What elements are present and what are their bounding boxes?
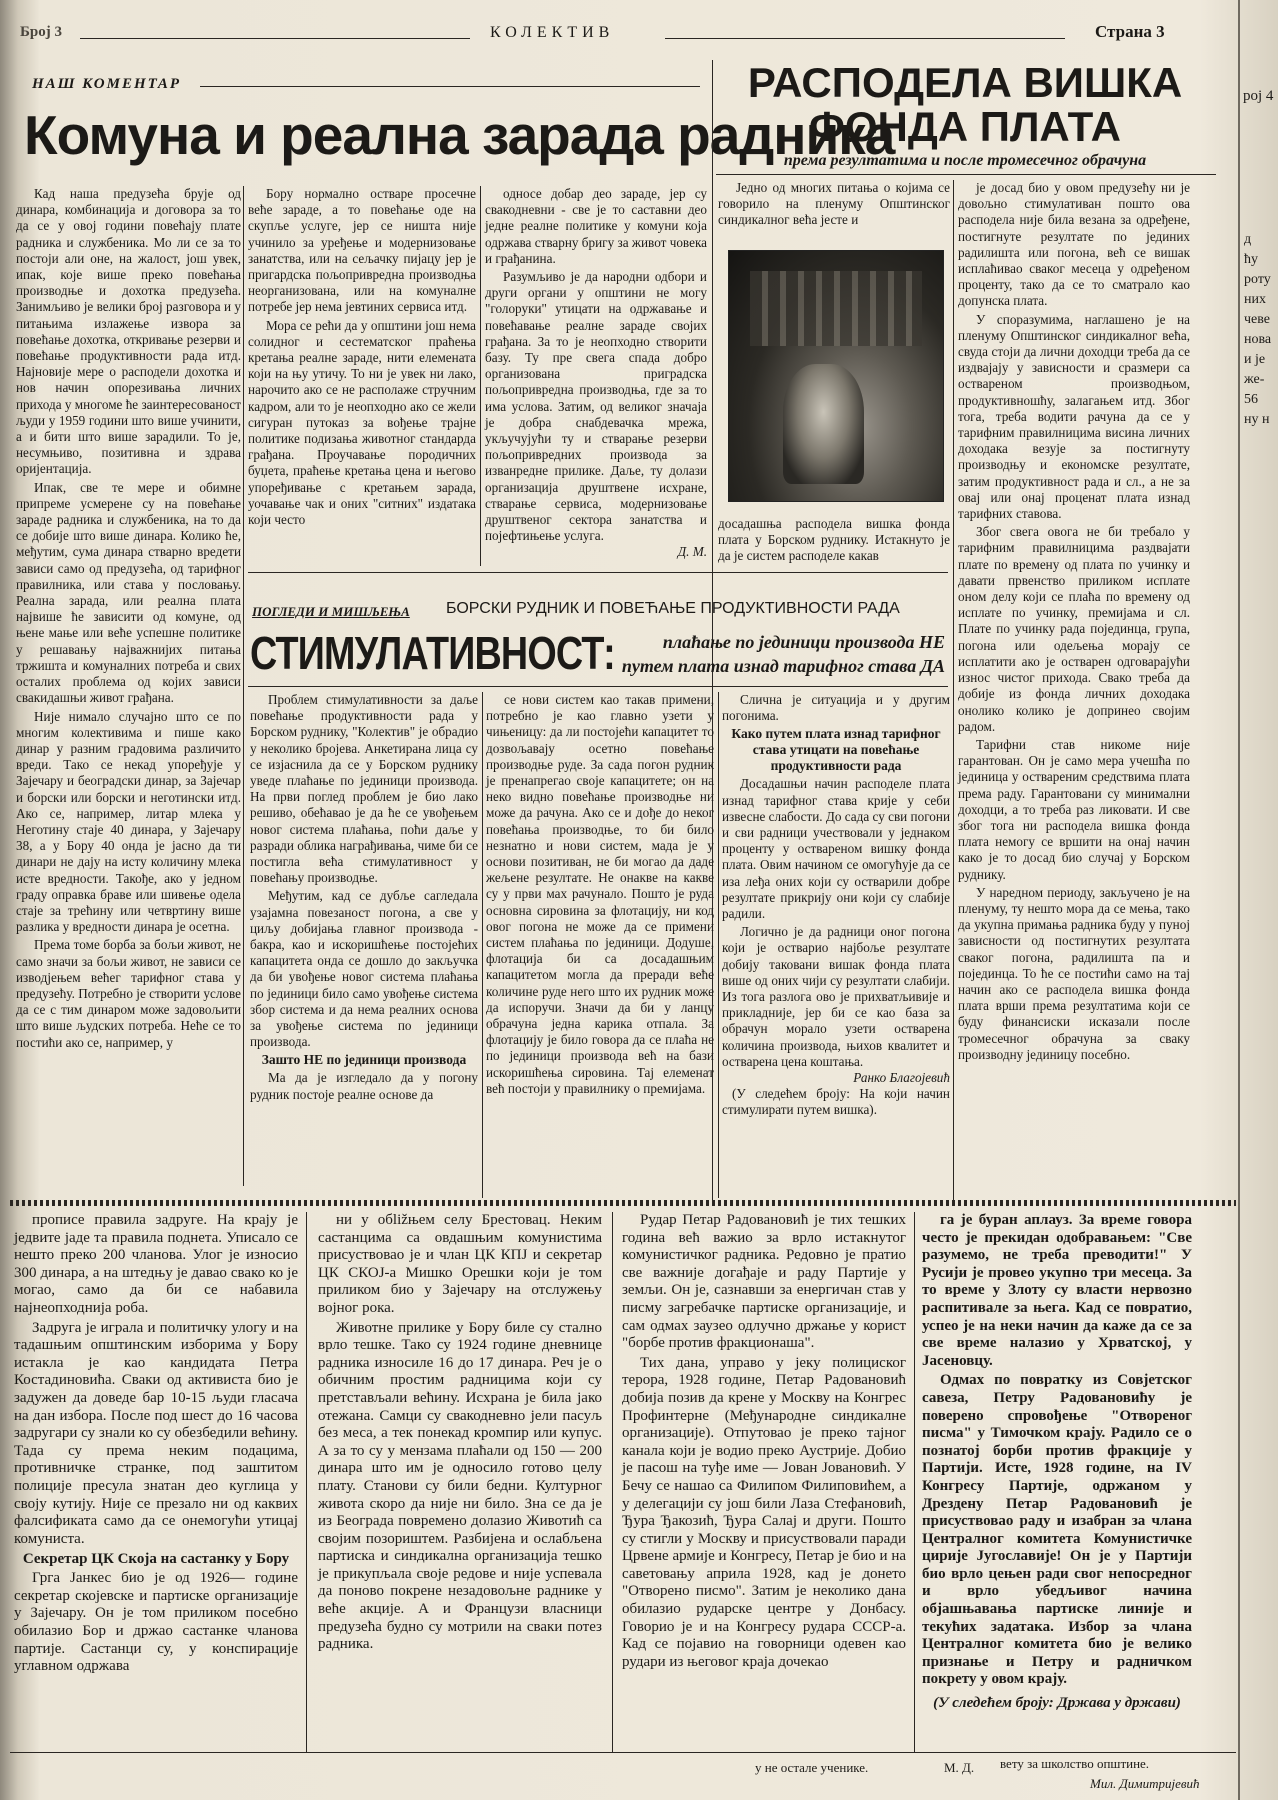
comment-paragraph: Ипак, све те мере и обимне припреме усмерене су на повећање зараде радника и службеника, на то да се добије што више динара. Колико ће, међутим, сума динара стварно вредети зависи само од предузећа, од тарифног правилника, или става у пословању. Реална зарада, или реална плата највише ће зависити од комуне, од њене мање или веће успешне политике у решавању најважнијих питања тржишта и комуналних потреба и свих осталих проблема од којих зависи свакидашњи живот грађана. <box>16 479 241 706</box>
distribution-title-line1: РАСПОДЕЛА ВИШКА <box>747 59 1183 106</box>
series-paragraph: Животне прилике у Бору биле су стално врло тешке. Тако су 1924 године дневнице радника износиле 16 до 17 динара. Реч је о обичним простим радницима који су претстављали већину. Исхрана је била јако отежана. Самци су свакодневно јели пасуљ без меса, а тек понекад кромпир или купус. А за то су у мензама плаћали од 150 — 200 динара што им је односило готово целу плату. Станови су били бедни. Културног живота скоро да није ни било. Зна се да је из Београда повремено долазио Животић са својим позориштем. Разбијена и ослабљена партиска и синдикална организација тешко је прикупљала своје редове и није успевала да поново покрене незадовољне раднике у веће акције. А и Французи власници предузећа будно су мотрили на сваки потез радника. <box>318 1319 602 1653</box>
stimulation-paragraph: Међутим, кад се дубље сагледала узајамна повезаност погона, а све у циљу добијања главног производа - бакра, као и искоришћење постојећих капацитета онда се дошло до закључка да би увођење новог система плаћања по јединици било само увођење система збор система и да нема реалних основа за увођење система по јединици производа. <box>250 888 478 1050</box>
series-next-issue: (У следећем броју: Држава у држави) <box>933 1695 1181 1712</box>
stimulation-paragraph: Логично је да радници оног погона који је остварио најбоље резултате добију таковани вишак фонда плата више од оних чији су резултати слабији. Из тога разлога ово је прихватљивије и прикладније, јер би се као база за обрачун морало узети остварена количина производа, њихов квалитет и остварена цена коштања. <box>722 924 950 1069</box>
right-edge-fragment: рој 4 <box>1243 88 1274 104</box>
distribution-subtitle: према резултатима и после тромесечног обрачуна <box>783 152 1147 169</box>
page-label: Страна 3 <box>1095 22 1165 41</box>
footer-fragment-author: Мил. Димитријевић <box>1090 1776 1200 1791</box>
series-paragraph: га је буран аплауз. За време говора често је прекидан одобравањем: "Све разумемо, не треба преводити!" У Русији је провео укупно три месеца. За то време у Злоту су власти нервозно распитивале за њега. Кад се повратио, успео је на неки начин да каже да се за све време налазио у Хрватској, у Јасеновцу. <box>922 1212 1192 1369</box>
comment-signature: Д. М. <box>677 544 707 560</box>
comment-column-2 <box>248 186 476 566</box>
distribution-title-rule <box>716 174 1216 175</box>
series-paragraph: Задруга је играла и политичку улогу и на тадашњим општинским изборима у Бору истакла је као кандидата Петра Костадиновића. Сваки од активиста био је задужен да доведе бар 10-15 људи гласача на дан избора. После под шест до 16 часова задругари су знали ко су обезбедили већину. Тада су према неким подацима, противничке странке, под заштитом полиције пресула знатан део куглица у своју кутију. Није се презало ни од каквих фалсификата само да се онемогући утицај комуниста. <box>14 1319 298 1547</box>
series-paragraph: прописе правила задруге. На крају је једвите јаде та правила поднета. Уписало се нешто преко 200 чланова. Улог је износио 300 динара, а на штедњу је давао свако ко је могао, само да би се набавила најнеопходнија роба. <box>14 1212 298 1316</box>
comment-column-1 <box>16 186 241 1186</box>
series-column-3 <box>622 1212 906 1752</box>
series-column-1 <box>14 1212 298 1752</box>
distribution-paragraph: је досад био у овом предузећу ни је довољно стимулативан пошто ова расподела није била везана за одређене, постигнуте резултате по јединих радилишта или погона, већ се вишак исплаћивао сваког месеца у одређеном проценту, тако да се то сматрало као допунска плата. <box>958 180 1190 309</box>
series-paragraph: Рудар Петар Радовановић је тих тешких година већ важио за врло истакнутог комунистичког радника. Редовно је пратио све важније догађаје и раду Партије у земљи. Он је, сазнавши за енергичан став у писму загребачке партиске организације, и сам одмах заузео одлучно држање у корист "борбе против фракционаша". <box>622 1212 906 1352</box>
section-divider <box>10 1200 1236 1206</box>
distribution-column-1-top <box>718 180 950 232</box>
stimulation-deck-line2: путем плата изнад тарифног става ДА <box>621 656 945 676</box>
series-paragraph: ни у обližњем селу Брестовац. Неким састанцима са овдашњим комунистима присуствовао је и члан ЦК КПЈ и секретар ЦК СКОЈ-а Мишко Орешки који је том приликом био у Зајечару на отслужењу војног рока. <box>318 1212 602 1316</box>
stimulation-title: СТИМУЛАТИВНОСТ: <box>250 627 615 679</box>
distribution-paragraph: Због свега овога не би требало у тарифним правилницима раздвајати плате по времену од плата по учинку и давати првенство приликом исплате оном делу који се плаћа по времену од исплате по учинку, премијама и сл. Плате по учинку рада појединца, група, погона или одељења морају се исплатити ако је остварен одговарајући износ чистог прихода. Свако треба да добије из фонда личних доходака онолико колико је допринео својим радом. <box>958 524 1190 734</box>
stimulation-column-1 <box>250 692 478 1198</box>
stimulation-title-rule <box>248 686 948 687</box>
comment-paragraph: Кад наша предузећа брује од динара, комбинација и договора за то да се у овој години повећају плате радника и службеника. Мо ли се за то постоји али оне, на жалост, још увек, ипак, које више преко повећања производње и дохотка предузећа. Занимљиво је велики број разговора и у питањима излажење извора за повећање дохотка, откривање резерви и повећање продуктивности рада итд. Најновије мере о расподели дохотка и нов начин опорезивања личних прихода у многоме ће заинтересованост људи у 1959 години што више учинити, а и бити што више зарадили. То је, несумњиво, позитивна и здрава оријентација. <box>16 186 241 477</box>
fragment-text: ну н <box>1244 412 1270 427</box>
fragment-text: и је <box>1244 352 1266 367</box>
distribution-paragraph: Тарифни став никоме није гарантован. Он је само мера учешћа по јединица у оствареним средствима плата према раду. Гарантовани су минимални доходци, а то треба раз ликовати. И све због тога ни расподела вишка фонда плата немогу се вршити на онај начин како је то досад био случај у Борском руднику. <box>958 736 1190 882</box>
fragment-text: них <box>1244 292 1266 307</box>
column-rule <box>718 692 719 1198</box>
stimulation-paragraph: Проблем стимулативности за даље повећање продуктивности рада у Борском руднику, "Колектив" је обрадио у неколико бројева. Анкетирана лица су се изјаснила да се у Борском руднику уведе плаћање по јединици производа. На први поглед проблем је био лако решиво, обећавао је да ће се увођењем новог система плаћања, поћи даље у разради облика награђивања, чиме би се постигла већа стимулативност у повећању производње. <box>250 692 478 886</box>
column-rule <box>612 1212 613 1752</box>
stimulation-paragraph: Ма да је изгледало да у погону рудник постоје реалне основе да <box>250 1070 478 1102</box>
stimulation-next-issue: (У следећем броју: На који начин стимулирати путем вишка). <box>722 1086 950 1118</box>
comment-title: Комуна и реална зарада радника <box>24 104 895 166</box>
column-rule <box>306 1212 307 1752</box>
column-rule <box>480 186 481 566</box>
fragment-text: роту <box>1244 272 1271 287</box>
column-rule <box>914 1212 915 1752</box>
column-rule <box>953 180 954 1200</box>
fragment-text: же- <box>1244 372 1265 387</box>
series-column-2 <box>318 1212 602 1752</box>
series-paragraph: Грга Јанкес био је од 1926— године секретар скојевске и партиске организације у Зајечару. Он је том приликом посебно обилазио Бор и држао састанке чланова партије. Састанци су, у конспирације углавном одржава <box>14 1570 298 1675</box>
distribution-column-2 <box>958 180 1190 1200</box>
stimulation-column-2 <box>486 692 714 1198</box>
masthead-rule-left <box>80 38 470 39</box>
comment-paragraph: Разумљиво је да народни одбори и други органи у општини не могу "голоруки" утицати на одржавање и повећавање реалне зараде својих грађана. За то је неопходно створити базу. Ту пре свега спада добро организована приградска пољопривредна производња, где за то има услова. Затим, од великог значаја је добра снабдевачка мрежа, укључујући ту и стварање резерви пољопривредних производа за изванредне прилике. Даље, ту долази организација друштвене исхране, стварање сервиса, модернизовање друштвеног сектора занатства и појефтињење услуга. <box>485 269 707 544</box>
stimulation-rubric: ПОГЛЕДИ И МИШЉЕЊА <box>252 604 410 619</box>
series-paragraph: Одмах по повратку из Совјетског савеза, Петру Радовановићу је поверено спровођење "Отвореног писма" у Тимочком крају. Радило се о познатој борби против фракције у Партији. Исте, 1928 године, на IV Конгресу Партије, одржаном у Дрездену Петар Радовановић је присуствовао раду и изабран за члана Централног комитета Комунистичке цирије Југославије! Он је у Партији био врло цењен ради свог непосредног и врло убедљивог начина објашњавања партиске линије и текућих задатака. Избор за члана Централног комитета био је велико признање и Петру и радничком покрету у овом крају. <box>922 1372 1192 1688</box>
page-number-left: Број 3 <box>20 24 63 40</box>
distribution-paragraph: Једно од многих питања о којима се говорило на пленуму Општинског синдикалног већа јесте и <box>718 180 950 228</box>
masthead-rule-right <box>665 38 1065 39</box>
comment-paragraph: Према томе борба за бољи живот, не само значи за бољи живот, не зависи се изводјењем већег тарифног става у предузећу. Потребно је створити услове да се с тим динаром може задовољити што више људских потреба. Неће се то постићи ако се, например, у <box>16 937 241 1050</box>
comment-paragraph: односе добар део зараде, јер су свакодневни - све је то саставни део једне реалне политике у комуни која одржава стварну бригу за живот човека и грађанина. <box>485 186 707 266</box>
comment-paragraph: Није нимало случајно што се по многим колективима и пише како динар у разним градовима различито вреди. Тако се некад упоређује у Зајечару и београдски динар, за Зајечар и борски или борски и неготински итд. Ако се, например, литар млека у Неготину стаје 40 динара, у Зајечару 38, а у Бору 40 онда је јасно да ти динари не дају на исту количину млека исте вредности. Такође, ако у једном граду оправка браве или шивење одела стаје за трећину или четвртину више разлика у вредности динара је осетна. <box>16 708 241 935</box>
comment-paragraph: Мора се рећи да у општини још нема солидног и сестематског праћења кретања реалне зараде, нити елемената који на њу утичу. То ни је увек ни лако, нарочито ако се не располаже стручним кадром, али то је неопходно ако се жели сигуран путоказ за вођење трајне политике подизања животног стандарда грађана. Проучавање породичних буџета, праћење кретања цена и његово упоређивање с кретањем зарада, уочавање чак и оних "ситних" издатака који често <box>248 317 476 528</box>
stimulation-top-rule <box>248 572 948 573</box>
stimulation-signature: Ранко Благојевић <box>853 1070 950 1086</box>
column-rule <box>243 186 244 1186</box>
fragment-text: нова <box>1244 332 1272 347</box>
comment-paragraph: Бору нормално остваре просечне веће зараде, а то повећање оде на скупље услуге, јер се ништа није учинило за уређење и модернизовање занатства, или на сељачку пијацу јер је пригардска пољопривредна производња неорганизована, или на комуналне потребе јер нема јевтиних сервиса итд. <box>248 186 476 315</box>
fragment-text: д <box>1244 232 1252 247</box>
stimulation-subheading: Зашто НЕ по јединици производа <box>261 1052 467 1068</box>
series-column-4 <box>922 1212 1192 1752</box>
page-fold-line <box>1238 0 1240 1800</box>
stimulation-column-3 <box>722 692 950 1198</box>
stimulation-paragraph: Досадашњи начин расподеле плата изнад тарифног става крије у себи извесне слабости. До сада су сви погони и сви радници учествовали у једнаком проценту у оствареном вишку фонда плата. Овим начином се омогућује да се иза леђа оних који су остварили добре резултате прикрију они који су слабије радили. <box>722 776 950 922</box>
fragment-text: 56 <box>1244 392 1258 407</box>
right-page-fragments <box>1244 230 1278 430</box>
paper-name: КОЛЕКТИВ <box>490 24 615 41</box>
series-paragraph: Тих дана, управо у јеку полициског терора, 1928 године, Петар Радовановић добија позив да крене у Москву на Конгрес Профинтерне (Међународне синдикалне организације). Отпутовао је преко тајног канала који је водио преко Аустрије. Добио је пасош на туђе име — Јован Јовановић. У Бечу се нашао са Филипом Филиповићем, а у делегацији су још били Лаза Стефановић, Ђура Ђакозић, Ђура Салај и други. Пошто су стигли у Москву и присуствовали паради Црвене армије и Конгресу, Петар је био и на саветовању априла 1928, кад је донето "Отворено писмо". Затим је неколико дана обилазио рударске центре у Донбасу. Говорио је и на Конгресу рудара СССР-а. Кад се појавио на говорници одевен као рудари из његовог краја дочекао <box>622 1354 906 1670</box>
stimulation-subheading: Како путем плата изнад тарифног става утицати на повећање продуктивности рада <box>731 726 941 774</box>
stimulation-kicker: БОРСКИ РУДНИК И ПОВЕЋАЊЕ ПРОДУКТИВНОСТИ РАДА <box>446 600 900 617</box>
footer-rule <box>10 1752 1236 1753</box>
distribution-title-line2: ФОНДА ПЛАТА <box>808 103 1121 150</box>
distribution-column-1-bottom <box>718 516 950 566</box>
series-subheading: Секретар ЦК Скоја на састанку у Бору <box>22 1551 290 1568</box>
stimulation-paragraph: Слична је ситуација и у другим погонима. <box>722 692 950 724</box>
comment-rubric: НАШ КОМЕНТАР <box>32 76 182 92</box>
column-rule <box>482 692 483 1198</box>
comment-rubric-rule <box>200 86 700 87</box>
fragment-text: ћу <box>1244 252 1258 267</box>
mine-worker-photo <box>728 250 944 502</box>
fragment-text: чеве <box>1244 312 1270 327</box>
comment-column-3 <box>485 186 707 566</box>
stimulation-deck-line1: плаћање по јединици производа НЕ <box>662 632 945 652</box>
footer-fragment-left: у не остале ученике. <box>755 1760 869 1775</box>
distribution-paragraph: досадашња расподела вишка фонда плата у Борском руднику. Истакнуто је да је систем расподеле какав <box>718 516 950 564</box>
footer-fragment-sign: М. Д. <box>944 1760 975 1775</box>
footer-fragment-right: вету за школство општине. <box>1000 1756 1150 1771</box>
distribution-paragraph: У наредном периоду, закључено је на пленуму, ту нешто мора да се мења, тако да укупна примања радника буду у пуној зависности од постигнутих резултата сваког погона, радилишта па и појединца. То ће се постићи само на тај начин ако се расподела вишка фонда плата врши према резултатима који се буду финансиски исказали после тромесечног обрачуна за сваку производну јединицу посебно. <box>958 884 1190 1062</box>
stimulation-paragraph: се нови систем као такав примени, потребно је као главно узети у чињеницу: да ли постојећи капацитет то дозвољавају осетно повећање производње руде. За сада погон рудник је пренапрегао своје капацитете; он на неко видно повећање производње ни може да рачуна. Ако се и дође до неког повећања производње, то би било незнатно и нови систем, мада је у основи позитиван, не би могао да даде жељене резултате. Не онакве на какве су у први мах рачунало. Пошто је руда основна сировина за флотацију, ни код овог погона не може да се примени систем плаћања по јединици. Додуше, флотација би са досадашњим капацитетом могла да преради веће количине руде него што их рудник може да испоручи. Значи да би у ланцу обрачуна једна карика отпала. За флотацију је било говора да се плаћа не по јединици производа већ на бази искоришћења сировина. Тај елеменат већ постоји у правилнику о премијама. <box>486 692 714 1096</box>
distribution-paragraph: У споразумима, наглашено је на пленуму Општинског синдикалног већа, свуда стоји да лични доходци треба да се издвајају у зависности и сразмери са оствареном производњом, продуктивношћу, залагањем итд. Због тога, треба водити рачуна да се у тарифним правилницима висина личних доходака везује за постигнуту производњу и економске резултате, затим продуктивност рада и сл., а не за овај или онај проценат плата изнад тарифних ставова. <box>958 311 1190 522</box>
